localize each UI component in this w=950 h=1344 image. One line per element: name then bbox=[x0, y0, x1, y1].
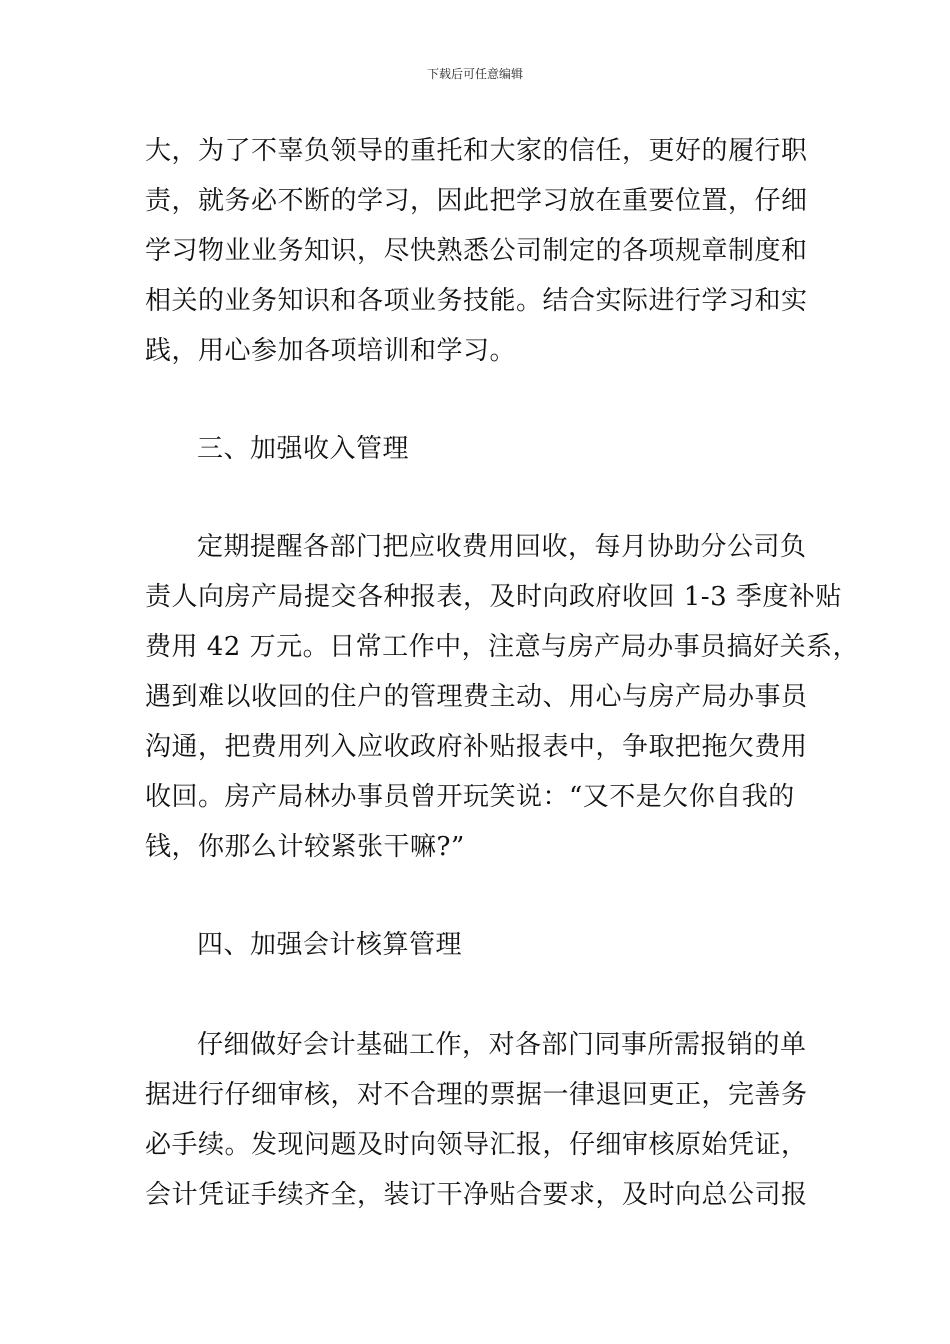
paragraph-line: 相关的业务知识和各项业务技能。结合实际进行学习和实 bbox=[145, 286, 808, 316]
paragraph-line: 仔细做好会计基础工作，对各部门同事所需报销的单 bbox=[197, 1030, 807, 1060]
header-note: 下载后可任意编辑 bbox=[426, 67, 523, 81]
paragraph-line: 沟通，把费用列入应收政府补贴报表中，争取把拖欠费用 bbox=[145, 732, 808, 762]
paragraph-line: 钱，你那么计较紧张干嘛?” bbox=[145, 832, 465, 862]
paragraph-line: 学习物业业务知识，尽快熟悉公司制定的各项规章制度和 bbox=[145, 236, 808, 266]
paragraph-line: 大，为了不辜负领导的重托和大家的信任，更好的履行职 bbox=[145, 136, 808, 166]
section-heading: 三、加强收入管理 bbox=[197, 434, 410, 464]
paragraph-line: 收回。房产局林办事员曾开玩笑说：“又不是欠你自我的 bbox=[145, 782, 795, 812]
paragraph-line: 遇到难以收回的住户的管理费主动、用心与房产局办事员 bbox=[145, 682, 808, 712]
paragraph-line: 费用 42 万元。日常工作中，注意与房产局办事员搞好关系， bbox=[145, 632, 860, 662]
paragraph-line: 责，就务必不断的学习，因此把学习放在重要位置，仔细 bbox=[145, 186, 808, 216]
paragraph-line: 责人向房产局提交各种报表，及时向政府收回 1-3 季度补贴 bbox=[145, 582, 842, 612]
paragraph-line: 必手续。发现问题及时向领导汇报，仔细审核原始凭证， bbox=[145, 1130, 808, 1160]
section-heading: 四、加强会计核算管理 bbox=[197, 930, 463, 960]
paragraph-line: 会计凭证手续齐全，装订干净贴合要求，及时向总公司报 bbox=[145, 1180, 808, 1210]
paragraph-line: 践，用心参加各项培训和学习。 bbox=[145, 336, 517, 366]
paragraph-line: 定期提醒各部门把应收费用回收，每月协助分公司负 bbox=[197, 532, 807, 562]
paragraph-line: 据进行仔细审核，对不合理的票据一律退回更正，完善务 bbox=[145, 1080, 808, 1110]
